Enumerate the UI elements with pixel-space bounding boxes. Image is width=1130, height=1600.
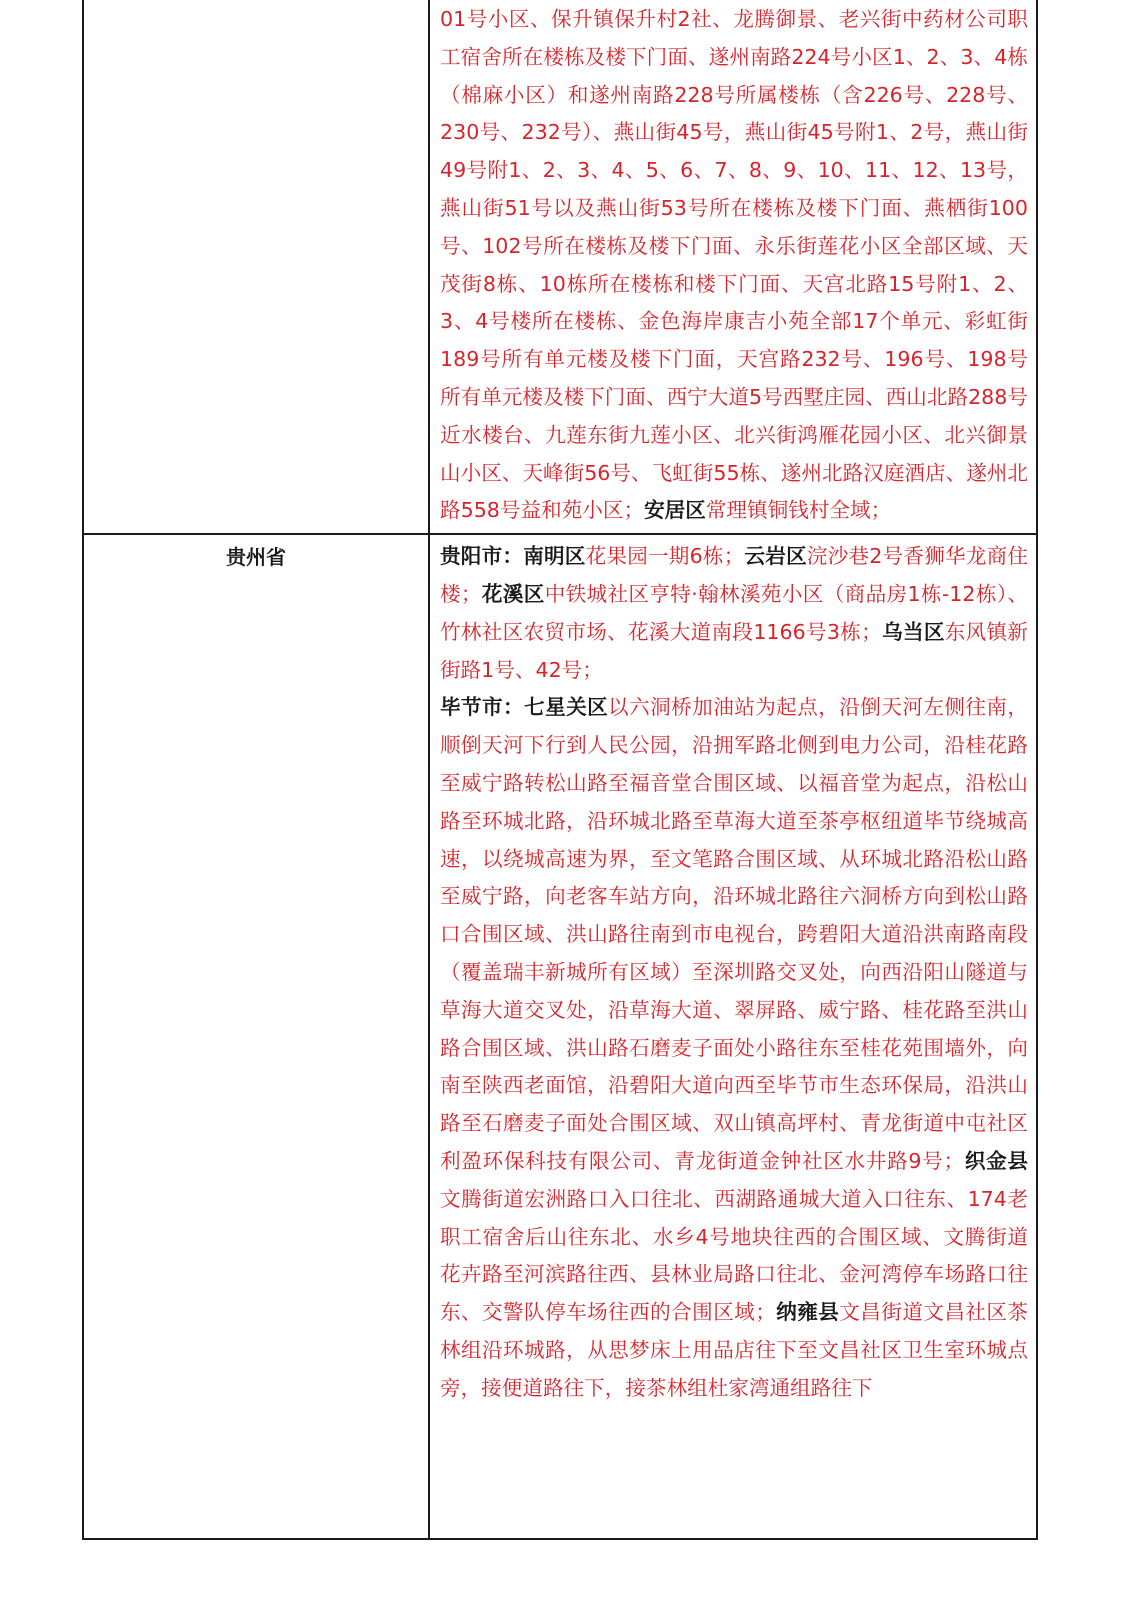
region-name: 毕节市：七星关区 xyxy=(440,695,609,720)
area-paragraph xyxy=(440,1,1028,530)
area-description: 浣沙巷2号香狮华龙商住楼； xyxy=(440,544,1028,606)
province-name xyxy=(84,0,428,3)
area-description: 常理镇铜钱村全域； xyxy=(705,498,892,523)
area-description: 中铁城社区亨特·翰林溪苑小区（商品房1栋-12栋）、竹林社区农贸市场、花溪大道南段1166号3栋； xyxy=(440,581,1029,644)
area-detail-cell xyxy=(429,534,1037,1539)
area-text xyxy=(430,535,1036,1538)
area-detail-cell xyxy=(429,0,1037,534)
region-name: 花溪区 xyxy=(481,581,545,606)
province-name: 贵州省 xyxy=(226,545,286,570)
area-description: 文昌街道文昌社区茶林组沿环城路，从思梦床上用品店往下至文昌社区卫生室环城点旁，接便道路往下，接茶林组杜家湾通组路往下 xyxy=(440,1300,1029,1400)
region-name: 纳雍县 xyxy=(775,1300,840,1325)
province-cell xyxy=(83,0,429,534)
area-paragraph xyxy=(440,689,1028,1407)
table-row xyxy=(83,534,1037,1539)
region-name: 乌当区 xyxy=(881,619,945,644)
table-row xyxy=(83,0,1037,534)
area-paragraph xyxy=(440,538,1028,689)
province-cell xyxy=(83,534,429,1539)
area-description: 01号小区、保升镇保升村2社、龙腾御景、老兴街中药材公司职工宿舍所在楼栋及楼下门面、遂州南路224号小区1、2、3、4栋（棉麻小区）和遂州南路228号所属楼栋（含226号、228号、230号、232号）、燕山街45号，燕山街45号附1、2号，燕山街49号附1、2、3、4、5、6、7、8、9、10、11、12、13号，燕山街51号以及燕山街53号所在楼栋及楼下门面、燕栖街100号、102号所在楼栋及楼下门面、永乐街莲花小区全部区域、天茂街8栋、10栋所在楼栋和楼下门面、天宫北路15号附1、2、3、4号楼所在楼栋、金色海岸康吉小苑全部17个单元、彩虹街189号所有单元楼及楼下门面，天宫路232号、196号、198号所有单元楼及楼下门面、西宁大道5号西墅庄园、西山北路288号近水楼台、九莲东街九莲小区、北兴街鸿雁花园小区、北兴御景山小区、天峰街56号、飞虹街55栋、遂州北路汉庭酒店、遂州北路558号益和苑小区； xyxy=(440,7,1028,523)
area-description: 东风镇新街路1号、42号； xyxy=(440,619,1029,682)
region-name: 贵阳市：南明区 xyxy=(440,544,586,569)
region-name: 安居区 xyxy=(644,498,706,523)
area-description: 以六洞桥加油站为起点，沿倒天河左侧往南，顺倒天河下行到人民公园，沿拥军路北侧到电力公司，沿桂花路至威宁路转松山路至福音堂合围区域、以福音堂为起点，沿松山路至环城北路，沿环城北路至草海大道至茶亭枢纽道毕节绕城高速，以绕城高速为界，至文笔路合围区域、从环城北路沿松山路至威宁路，向老客车站方向，沿环城北路往六洞桥方向到松山路口合围区域、洪山路往南到市电视台，跨碧阳大道沿洪南路南段（覆盖瑞丰新城所有区域）至深圳路交叉处，向西沿阳山隧道与草海大道交叉处，沿草海大道、翠屏路、威宁路、桂花路至洪山路合围区域、洪山路石磨麦子面处小路往东至桂花苑围墙外，向南至陕西老面馆，沿碧阳大道向西至毕节市生态环保局，沿洪山路至石磨麦子面处合围区域、双山镇高坪村、青龙街道中屯社区利盈环保科技有限公司、青龙街道金钟社区水井路9号； xyxy=(440,695,1029,1173)
region-name: 云岩区 xyxy=(744,544,807,569)
region-table xyxy=(82,0,1038,1540)
area-text xyxy=(430,0,1036,533)
area-description: 文腾街道宏洲路口入口往北、西湖路通城大道入口往东、174老职工宿舍后山往东北、水乡4号地块往西的合围区域、文腾街道花卉路至河滨路往西、县林业局路口往北、金河湾停车场路口往东、交警队停车场往西的合围区域； xyxy=(440,1186,1028,1325)
area-description: 花果园一期6栋； xyxy=(585,544,745,569)
region-name: 织金县 xyxy=(964,1148,1029,1173)
